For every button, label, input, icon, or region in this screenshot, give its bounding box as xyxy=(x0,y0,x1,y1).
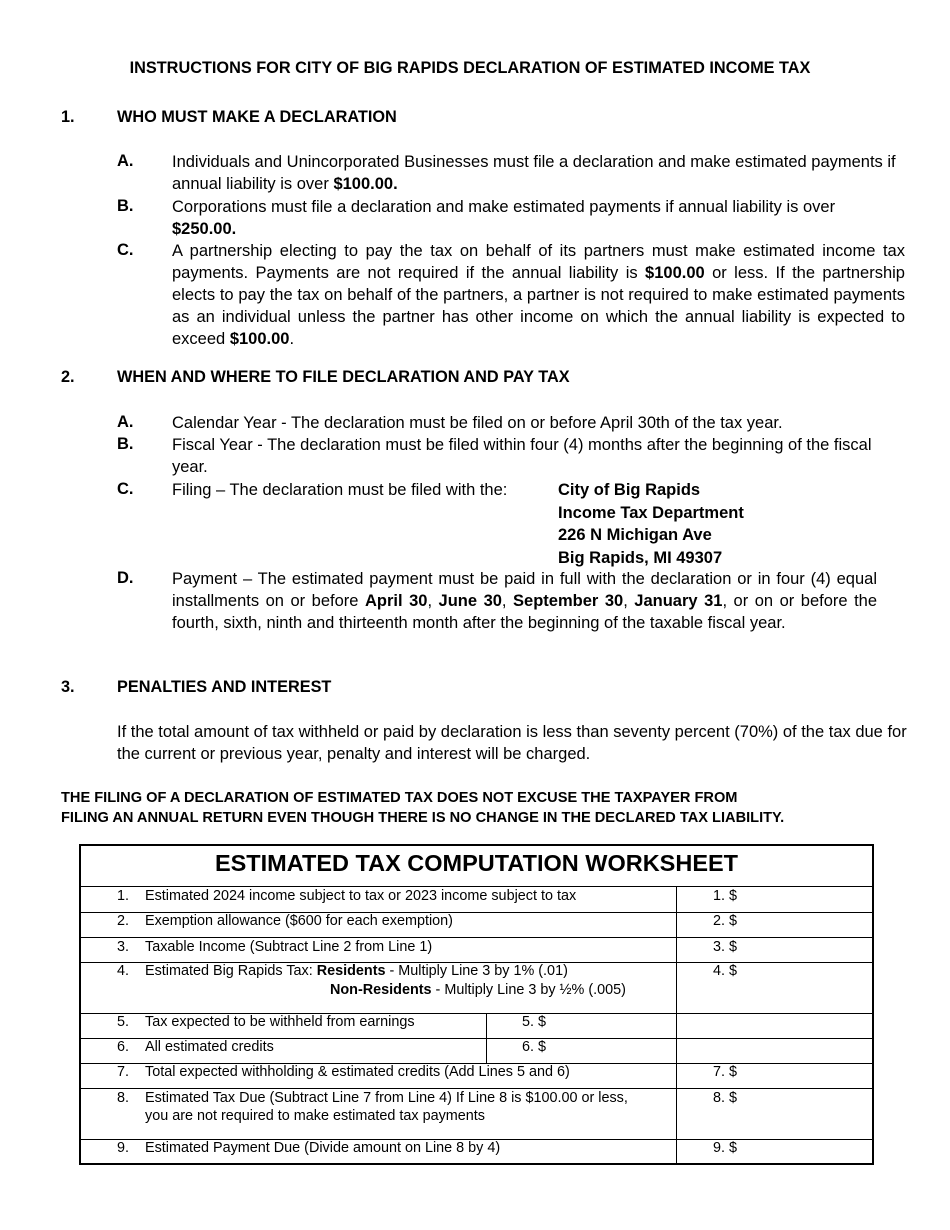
item-text: Fiscal Year - The declaration must be filed within four (4) months after the beginning of the fiscal year. xyxy=(172,436,872,476)
item-letter: D. xyxy=(117,569,134,587)
item-text: Individuals and Unincorporated Businesses must file a declaration and make estimated payments if annual liability is over $100.00. xyxy=(172,153,896,193)
worksheet-table xyxy=(79,844,874,1165)
row-number: 5. xyxy=(116,1014,129,1030)
answer-field[interactable]: 7. $ xyxy=(713,1064,738,1080)
row-label: you are not required to make estimated tax payments xyxy=(145,1108,485,1124)
row-number: 3. xyxy=(116,939,129,955)
row-label: Estimated Payment Due (Divide amount on Line 8 by 4) xyxy=(145,1140,501,1156)
answer-field[interactable]: 4. $ xyxy=(713,963,738,979)
item-letter: A. xyxy=(117,413,134,431)
item-letter: A. xyxy=(117,152,134,170)
document-title: INSTRUCTIONS FOR CITY OF BIG RAPIDS DECLARATION OF ESTIMATED INCOME TAX xyxy=(129,59,811,77)
answer-field[interactable]: 5. $ xyxy=(522,1014,547,1030)
row-label: Estimated Big Rapids Tax: Residents - Multiply Line 3 by 1% (.01) xyxy=(145,963,568,979)
row-label: All estimated credits xyxy=(145,1039,274,1055)
item-letter: C. xyxy=(117,241,134,259)
notice xyxy=(61,788,896,828)
row-number: 9. xyxy=(116,1140,129,1156)
worksheet-title: ESTIMATED TAX COMPUTATION WORKSHEET xyxy=(214,850,739,876)
row-label: Estimated Tax Due (Subtract Line 7 from Line 4) If Line 8 is $100.00 or less, xyxy=(145,1090,628,1106)
row-label: Non-Residents - Multiply Line 3 by ½% (.005) xyxy=(330,982,626,998)
row-number: 6. xyxy=(116,1039,129,1055)
item-letter: B. xyxy=(117,197,134,215)
answer-field[interactable]: 6. $ xyxy=(522,1039,547,1055)
item-text: A partnership electing to pay the tax on behalf of its partners must make estimated income tax payments. Payments are not required if the annual liability is $100.00 or less. If the partnership elects to pay the tax on behalf of the partners, a partner is not required to make estimated payments as an individual unless the partner has other income on which the annual liability is expected to exceed $100.00. xyxy=(172,242,905,348)
row-label: Tax expected to be withheld from earnings xyxy=(145,1014,415,1030)
section-number: 3. xyxy=(61,678,75,696)
row-number: 8. xyxy=(116,1090,129,1106)
mailing-address: City of Big Rapids Income Tax Department 226 N Michigan Ave Big Rapids, MI 49307 xyxy=(558,481,744,567)
notice-line: THE FILING OF A DECLARATION OF ESTIMATED TAX DOES NOT EXCUSE THE TAXPAYER FROM xyxy=(61,790,738,806)
section-heading: WHEN AND WHERE TO FILE DECLARATION AND PAY TAX xyxy=(117,368,570,386)
paragraph: If the total amount of tax withheld or paid by declaration is less than seventy percent (70%) of the tax due for the current or previous year, penalty and interest will be charged. xyxy=(117,723,907,763)
section-number: 1. xyxy=(61,108,75,126)
row-label: Taxable Income (Subtract Line 2 from Line 1) xyxy=(145,939,433,955)
item-text: Calendar Year - The declaration must be filed on or before April 30th of the tax year. xyxy=(172,414,783,432)
row-number: 1. xyxy=(116,888,129,904)
row-number: 7. xyxy=(116,1064,129,1080)
item-text: Payment – The estimated payment must be paid in full with the declaration or in four (4) equal installments on or before April 30, June 30, September 30, January 31, or on or before the fourth, sixth, ninth and thirteenth month after the beginning of the taxable fiscal year. xyxy=(172,570,878,632)
section-number: 2. xyxy=(61,368,75,386)
row-number: 4. xyxy=(116,963,129,979)
answer-field[interactable]: 3. $ xyxy=(713,939,738,955)
row-number: 2. xyxy=(116,913,129,929)
answer-field[interactable]: 2. $ xyxy=(713,913,738,929)
row-label: Estimated 2024 income subject to tax or 2023 income subject to tax xyxy=(145,888,577,904)
section-heading: WHO MUST MAKE A DECLARATION xyxy=(117,108,397,126)
notice-line: FILING AN ANNUAL RETURN EVEN THOUGH THERE IS NO CHANGE IN THE DECLARED TAX LIABILITY. xyxy=(61,810,785,826)
row-label: Total expected withholding & estimated credits (Add Lines 5 and 6) xyxy=(145,1064,570,1080)
section-heading: PENALTIES AND INTEREST xyxy=(117,678,332,696)
item-text: Filing – The declaration must be filed with the: xyxy=(172,481,508,499)
answer-field[interactable]: 8. $ xyxy=(713,1090,738,1106)
column-divider xyxy=(676,886,677,1165)
item-letter: B. xyxy=(117,435,134,453)
item-letter: C. xyxy=(117,480,134,498)
row-label: Exemption allowance ($600 for each exemption) xyxy=(145,913,453,929)
column-divider xyxy=(486,1013,487,1063)
answer-field[interactable]: 9. $ xyxy=(713,1140,738,1156)
answer-field[interactable]: 1. $ xyxy=(713,888,738,904)
item-text: Corporations must file a declaration and make estimated payments if annual liability is over $250.00. xyxy=(172,198,836,238)
